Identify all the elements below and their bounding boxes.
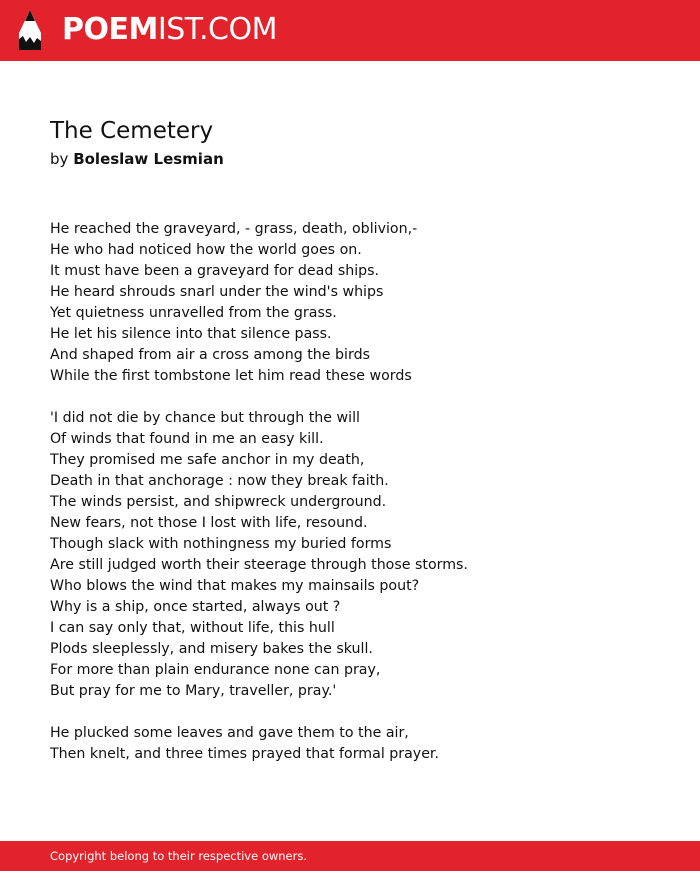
poem-body [50,219,468,786]
poem-line: Are still judged worth their steerage through those storms. [50,557,468,573]
author-name[interactable]: Boleslaw Lesmian [73,150,224,168]
byline-prefix: by [50,150,69,168]
copyright-notice: Copyright belong to their respective owners. [50,849,308,863]
poem-line: And shaped from air a cross among the birds [50,347,370,363]
stanza-3 [50,723,468,765]
stanza-2 [50,408,468,702]
poem-line: For more than plain endurance none can pray, [50,662,381,678]
poem-line: Though slack with nothingness my buried forms [50,536,392,552]
poem-line: He reached the graveyard, - grass, death, oblivion,- [50,221,418,237]
poem-line: Who blows the wind that makes my mainsails pout? [50,578,420,594]
byline [50,148,224,170]
stanza-1 [50,219,468,387]
poem-line: Death in that anchorage : now they break faith. [50,473,389,489]
poem-line: They promised me safe anchor in my death, [50,452,365,468]
site-header [0,0,700,61]
poem-line: New fears, not those I lost with life, resound. [50,515,368,531]
poem-line: Plods sleeplessly, and misery bakes the skull. [50,641,373,657]
logo-text-bold: POEM [62,12,158,47]
poem-title: The Cemetery [50,118,214,144]
poem-line: He plucked some leaves and gave them to the air, [50,725,409,741]
poem-line: He who had noticed how the world goes on. [50,242,362,258]
poem-line: Why is a ship, once started, always out ? [50,599,341,615]
poem-line: The winds persist, and shipwreck underground. [50,494,387,510]
site-logo[interactable] [62,12,277,48]
poem-line: While the first tombstone let him read these words [50,368,412,384]
poem-line: He let his silence into that silence pass. [50,326,332,342]
pencil-icon[interactable] [17,9,43,51]
poem-line: Of winds that found in me an easy kill. [50,431,324,447]
poem-line: It must have been a graveyard for dead ships. [50,263,380,279]
poem-line: Yet quietness unravelled from the grass. [50,305,337,321]
poem-line: But pray for me to Mary, traveller, pray.' [50,683,337,699]
poem-line: He heard shrouds snarl under the wind's whips [50,284,384,300]
logo-text-light: IST.COM [157,12,277,47]
poem-line: 'I did not die by chance but through the will [50,410,360,426]
site-footer [0,841,700,871]
poem-line: I can say only that, without life, this hull [50,620,335,636]
poem-line: Then knelt, and three times prayed that formal prayer. [50,746,439,762]
